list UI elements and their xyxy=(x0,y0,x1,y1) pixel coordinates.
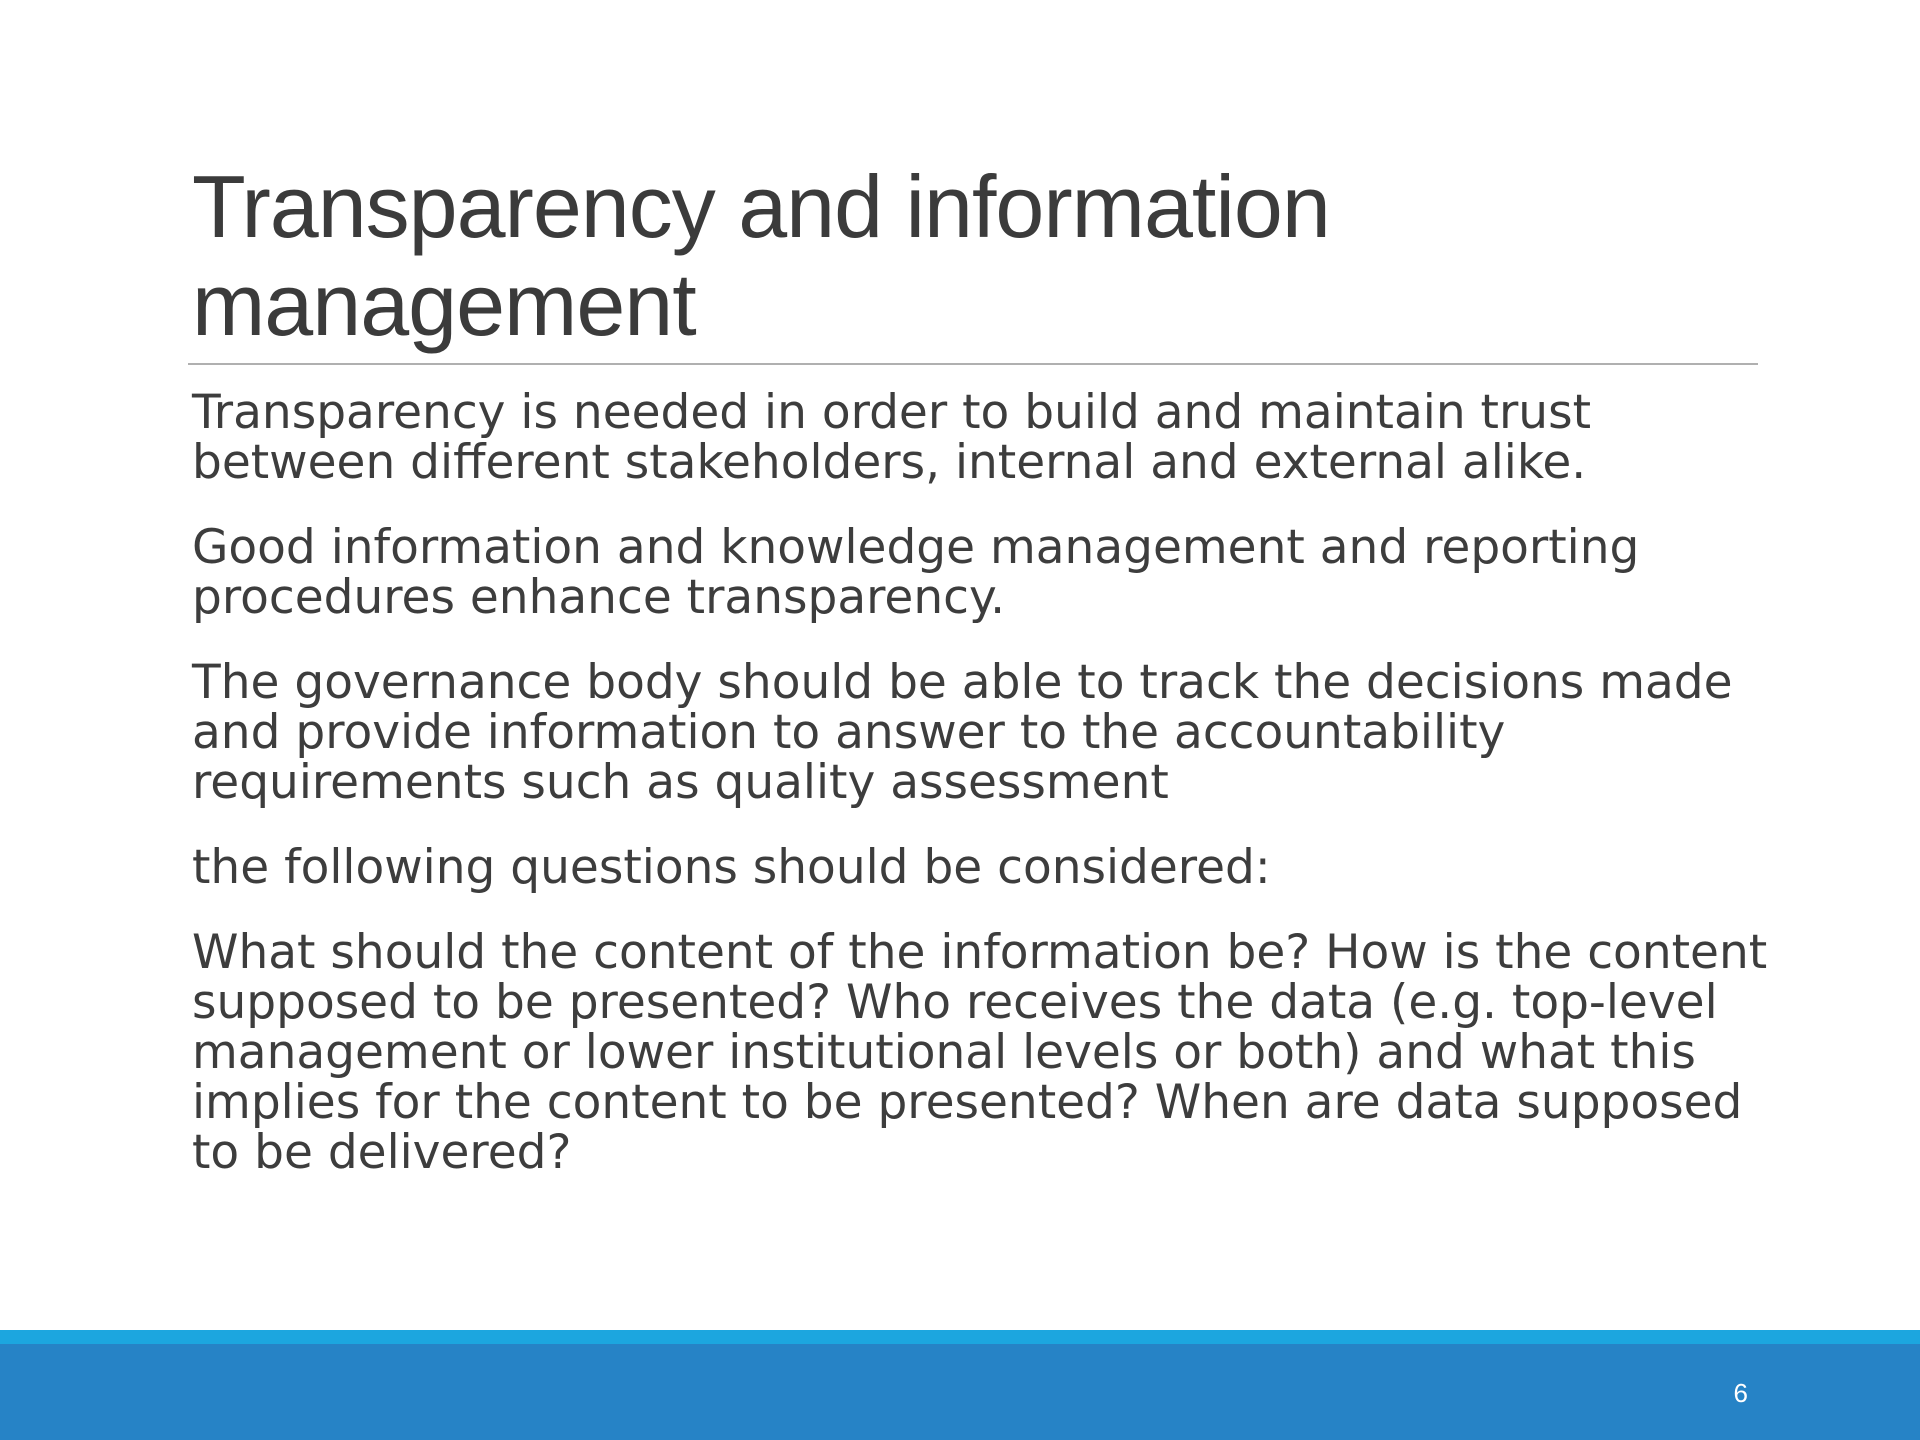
paragraph-questions: What should the content of the information be? How is the content supposed to be presented? Who receives the data (e.g. top-level management or lower institutional levels or both) and what this implies for the content to be presented? When are data supposed to be delivered? xyxy=(192,925,1768,1180)
footer-accent-stripe xyxy=(0,1330,1920,1344)
title-divider xyxy=(188,363,1758,365)
paragraph-transparency-trust: Transparency is needed in order to build and maintain trust between different stakeholders, internal and external alike. xyxy=(192,385,1592,490)
slide-body xyxy=(192,385,1772,1213)
paragraph-questions-intro: the following questions should be considered: xyxy=(192,840,1271,895)
slide-title: Transparency and information management xyxy=(192,157,1330,354)
footer-bar xyxy=(0,1344,1920,1440)
paragraph-information-management: Good information and knowledge management and reporting procedures enhance transparency. xyxy=(192,520,1640,625)
page-number: 6 xyxy=(1733,1378,1748,1408)
paragraph-governance-body: The governance body should be able to track the decisions made and provide information to answer to the accountability requirements such as quality assessment xyxy=(192,655,1733,810)
